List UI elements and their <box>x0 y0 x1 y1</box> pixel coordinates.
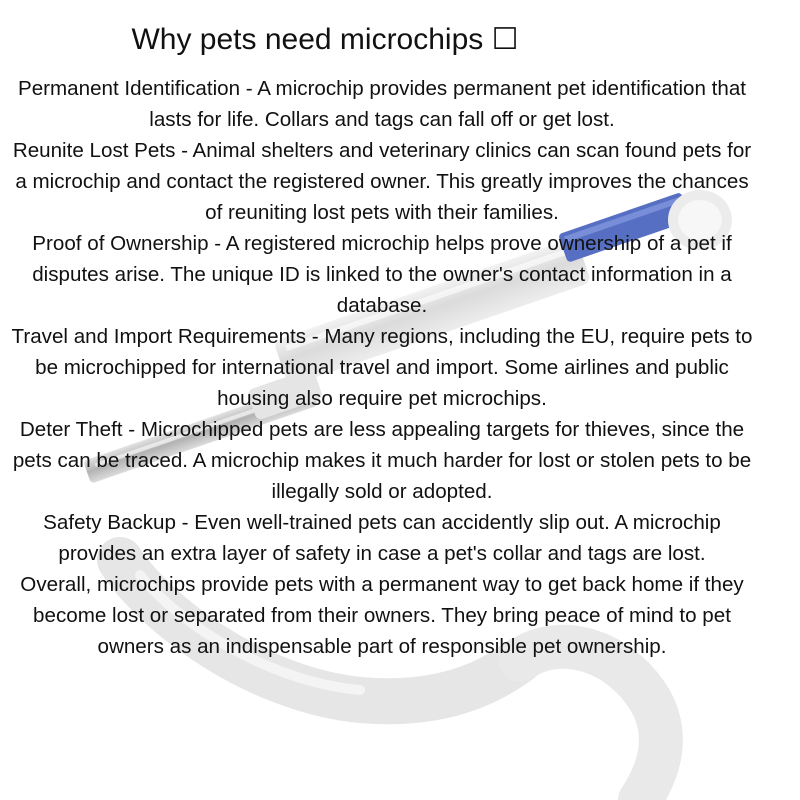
page-title: Why pets need microchips ☐ <box>131 23 519 56</box>
paragraph-deter-theft: Deter Theft - Microchipped pets are less appealing targets for thieves, since the pets can be traced. A microchip makes it much harder for lost or stolen pets to be illegally sold or adopted. <box>12 418 752 503</box>
paragraph-overall: Overall, microchips provide pets with a permanent way to get back home if they become lost or separated from their owners. They bring peace of mind to pet owners as an indispensable part of responsible pet ownership. <box>20 573 744 658</box>
paragraph-reunite-lost-pets: Reunite Lost Pets - Animal shelters and veterinary clinics can scan found pets for a microchip and contact the registered owner. This greatly improves the chances of reuniting lost pets with their families. <box>12 139 752 224</box>
paragraph-safety-backup: Safety Backup - Even well-trained pets can accidently slip out. A microchip provides an extra layer of safety in case a pet's collar and tags are lost. <box>43 511 721 565</box>
paragraph-travel-import: Travel and Import Requirements - Many regions, including the EU, require pets to be microchipped for international travel and import. Some airlines and public housing also require pet microchips. <box>11 325 753 410</box>
paragraph-proof-of-ownership: Proof of Ownership - A registered microchip helps prove ownership of a pet if disputes arise. The unique ID is linked to the owner's contact information in a database. <box>32 232 732 317</box>
article-body <box>10 73 754 662</box>
paragraph-permanent-identification: Permanent Identification - A microchip provides permanent pet identification that lasts for life. Collars and tags can fall off or get lost. <box>17 77 747 131</box>
